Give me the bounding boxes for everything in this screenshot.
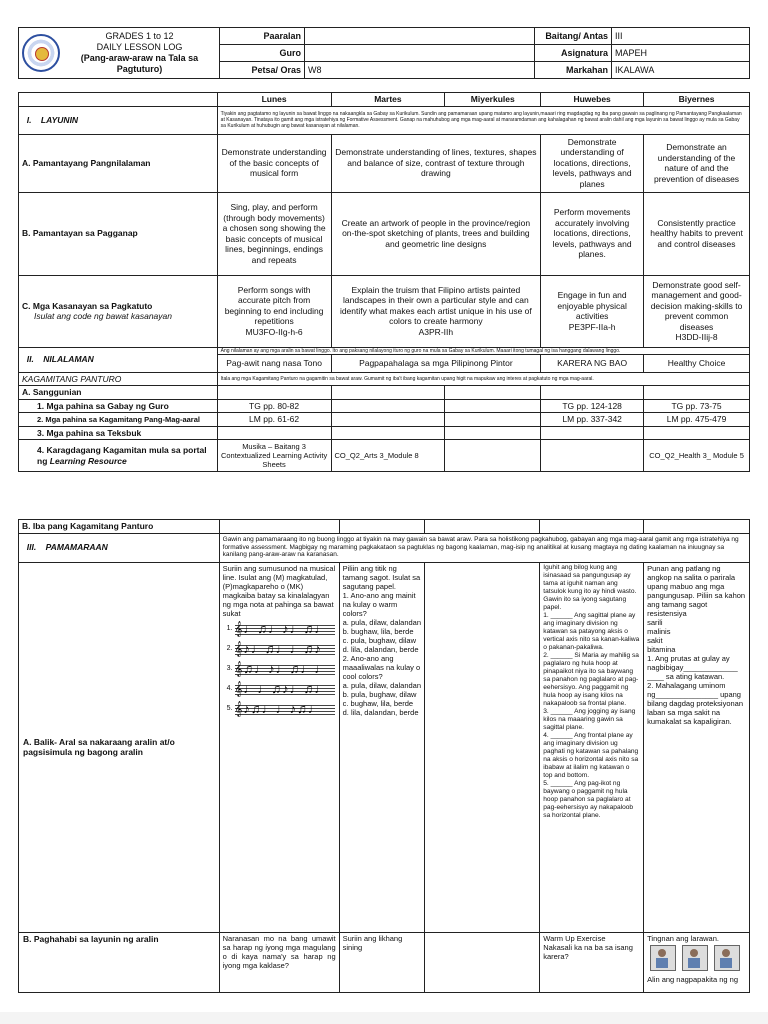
header-title-cell	[19, 28, 220, 79]
title-line-2: DAILY LESSON LOG	[96, 42, 183, 52]
karagdagan-miyerkules	[445, 440, 541, 472]
teksbuk-miyerkules	[445, 426, 541, 440]
row-c-huwebes-text: Engage in fun and enjoyable physical activities	[557, 290, 627, 321]
paaralan-label: Paaralan	[220, 28, 305, 45]
row-c-huwebes-code: PE3PF-IIa-h	[568, 321, 616, 332]
title-line-3: (Pang-araw-araw na Tala sa Pagtuturo)	[80, 53, 199, 74]
asignatura-label: Asignatura	[535, 45, 612, 62]
staff-lines-icon: 𝄞♩♫♩♪♩♫♩	[235, 623, 335, 635]
kagamitan-note: Itala ang mga Kagamitang Panturo na gagamitin sa bawat araw. Gumamit ng iba't ibang kagamitan upang higit na mapukaw ang interes at pagkatuto ng mga mag-aaral.	[217, 372, 749, 386]
balikaral-martes: Piliin ang titik ng tamang sagot. Isulat sa sagutang papel. 1. Ano-ano ang mainit na kulay o warm colors? a. pula, dilaw, dalandan b. bughaw, lila, berde c. pula, bughaw, dilaw d. lila, dalandan, berde 2. Ano-ano ang maaaliwalas na kulay o cool colors? a. pula, dilaw, dalandan b. pula, bughaw, dilaw c. bughaw, lila, berde d. lila, dalandan, berde	[339, 562, 425, 932]
staff-num-2: 2.	[226, 645, 233, 652]
paghahabi-lunes: Naranasan mo na bang umawit sa harap ng iyong mga magulang o di kaya nama'y sa harap ng iyong mga kaklase?	[219, 932, 339, 992]
sanggunian-miyerkules	[445, 386, 541, 400]
balikaral-lunes	[219, 562, 339, 932]
row-c-martes-text: Explain the truism that Filipino artists painted landscapes in their own a particular style and can identify what makes each artist unique in his use of colors to create harmony	[339, 284, 532, 327]
teksbuk-martes	[331, 426, 445, 440]
sanggunian-biyernes	[644, 386, 750, 400]
nilalaman-label	[19, 347, 218, 372]
musical-lines	[223, 621, 336, 717]
nilalaman-title: NILALAMAN	[43, 354, 94, 365]
row-b-huwebes: Perform movements accurately involving locations, directions, levels, pathways and planes.	[541, 192, 644, 275]
header-table	[18, 27, 750, 79]
asignatura-field[interactable]: MAPEH	[612, 45, 750, 62]
baitang-field[interactable]: III	[612, 28, 750, 45]
sanggunian-huwebes	[541, 386, 644, 400]
row-c-martes-code: A3PR-IIh	[418, 326, 454, 337]
day-header-lunes: Lunes	[217, 93, 331, 107]
petsa-label: Petsa/ Oras	[220, 62, 305, 79]
sanggunian-martes	[331, 386, 445, 400]
tg-pages-miyerkules	[445, 399, 541, 413]
staff-num-5: 5.	[226, 705, 233, 712]
day-header-biyernes: Biyernes	[644, 93, 750, 107]
tg-pages-martes	[331, 399, 445, 413]
nilalaman-huwebes: KARERA NG BAO	[541, 354, 644, 372]
staff-lines-icon: 𝄞♪♫♩♩♪♫♩	[235, 703, 335, 715]
day-header-huwebes: Huwebes	[541, 93, 644, 107]
picture-3-icon	[714, 945, 740, 971]
paghahabi-miyerkules	[425, 932, 540, 992]
paghahabi-martes: Suriin ang likhang sining	[339, 932, 425, 992]
paghahabi-huwebes: Warm Up Exercise Nakasali ka na ba sa isang karera?	[540, 932, 644, 992]
picture-1-icon	[650, 945, 676, 971]
musical-line-3	[227, 661, 336, 677]
row-b-lunes: Sing, play, and perform (through body movements) a chosen song showing the basic concepts of musical lines, beginnings, endings and repeats	[217, 192, 331, 275]
ibapang-huwebes	[540, 520, 644, 534]
pamamaraan-note: Gawin ang pamamaraang ito ng buong linggo at tiyakin na may gawain sa bawat araw. Para sa holistikong pagkahubog, gabayan ang mga mag-aaral gamit ang mga istratehiya ng formative assessment. Magbigay ng maraming pagkakataon sa pagtuklas ng bagong kaalaman, mag-isip ng analitikal at kusang magtaya ng dating kaalaman na iniuugnay sa kanilang pang-araw-araw na karanasan.	[219, 533, 749, 562]
lm-pages-martes	[331, 413, 445, 427]
row-b-biyernes: Consistently practice healthy habits to prevent and control diseases	[644, 192, 750, 275]
ibapang-biyernes	[644, 520, 750, 534]
row-c-huwebes	[541, 275, 644, 347]
staff-lines-icon: 𝄞♩♩♫♪♩♫♩	[235, 683, 335, 695]
row-a-martes: Demonstrate understanding of lines, textures, shapes and balance of size, contrast of texture through drawing	[331, 134, 541, 192]
pamamaraan-title: PAMAMARAAN	[45, 542, 108, 553]
markahan-field[interactable]: IKALAWA	[612, 62, 750, 79]
row-b-label: B. Pamantayan sa Pagganap	[19, 192, 218, 275]
row-c-lunes-text: Perform songs with accurate pitch from beginning to end including repetitions	[224, 284, 324, 327]
row-b-martes: Create an artwork of people in the province/region on-the-spot sketching of plants, trees and building and geometric line designs	[331, 192, 541, 275]
procedure-table	[18, 519, 750, 993]
lm-pages-miyerkules	[445, 413, 541, 427]
guro-label: Guro	[220, 45, 305, 62]
sanggunian-label: A. Sanggunian	[19, 386, 218, 400]
layunin-title: LAYUNIN	[40, 114, 79, 125]
musical-line-1	[227, 621, 336, 637]
layunin-note: Tiyakin ang pagtatamo ng layunin sa bawat linggo na nakaangkla sa Gabay sa Kurikulum. Sundin ang pamamaraan upang matamo ang layunin,maaari ring magdagdag ng iba pang gawain sa paglinang ng Pamantayang Pangkaalaman at Kasanayan. Tinataya ito gamit ang mga istratehiya ng Formative Assessment. Ganap na mahuhubog ang mga mag-aaral at mararamdaman ang kahalagahan ng bawat aralin dahil ang mga layunin sa bawat linggo ay mula sa Gabay sa Kurikulum at huhubugin ang bawat kasanayan at nilalaman.	[217, 106, 749, 134]
balikaral-miyerkules	[425, 562, 540, 932]
paghahabi-biyernes	[644, 932, 750, 992]
karagdagan-lunes: Musika – Baitang 3 Contextualized Learning Activity Sheets	[217, 440, 331, 472]
karagdagan-label-text: 4. Karagdagang Kagamitan mula sa portal ng	[37, 445, 207, 466]
layunin-label	[19, 106, 218, 134]
balikaral-lunes-text: Suriin ang sumusunod na musical line. Isulat ang (M) magkatulad, (P)magkapareho o (MK) magkaiba batay sa kinalalagyan ng mga nota at pahinga sa bawat sukat	[222, 563, 336, 618]
row-a-lunes: Demonstrate understanding of the basic concepts of musical form	[217, 134, 331, 192]
row-a-huwebes: Demonstrate understanding of locations, directions, levels, pathways and planes	[541, 134, 644, 192]
ibapang-miyerkules	[425, 520, 540, 534]
corner-cell	[19, 93, 218, 107]
row-c-martes	[331, 275, 541, 347]
lm-pages-label: 2. Mga pahina sa Kagamitang Pang-Mag-aaral	[19, 413, 218, 427]
day-header-martes: Martes	[331, 93, 445, 107]
tg-pages-biyernes: TG pp. 73-75	[644, 399, 750, 413]
objectives-table	[18, 92, 750, 472]
markahan-label: Markahan	[535, 62, 612, 79]
lm-pages-biyernes: LM pp. 475-479	[644, 413, 750, 427]
nilalaman-note: Ang nilalaman ay ang mga aralin sa bawat linggo. Ito ang paksang nilalayong ituro ng guro na mula sa Gabay sa Kurikulum. Maaari itong tumagal ng isa hanggang dalawang linggo.	[217, 347, 749, 354]
row-c-sublabel: Isulat ang code ng bawat kasanayan	[34, 311, 172, 321]
baitang-label: Baitang/ Antas	[535, 28, 612, 45]
health-pictures	[647, 943, 746, 975]
karagdagan-label-italic: Learning Resource	[49, 455, 127, 466]
pamamaraan-label	[19, 533, 220, 562]
teksbuk-huwebes	[541, 426, 644, 440]
row-c-biyernes	[644, 275, 750, 347]
paghahabi-biyernes-bottom: Alin ang nagpapakita ng ng	[647, 974, 739, 984]
row-a-label: A. Pamantayang Pangnilalaman	[19, 134, 218, 192]
staff-lines-icon: 𝄞♪♩♫♩♩♫♪	[235, 643, 335, 655]
row-c-biyernes-text: Demonstrate good self-management and good-decision making-skills to prevent common diseases	[650, 279, 743, 332]
tg-pages-lunes: TG pp. 80-82	[217, 399, 331, 413]
day-header-miyerkules: Miyerkules	[445, 93, 541, 107]
nilalaman-num: II.	[26, 354, 34, 365]
guro-field[interactable]	[305, 45, 535, 62]
ibapang-lunes	[219, 520, 339, 534]
pamamaraan-num: III.	[26, 542, 37, 553]
paaralan-field[interactable]	[305, 28, 535, 45]
balikaral-label: A. Balik- Aral sa nakaraang aralin at/o pagsisimula ng bagong aralin	[19, 562, 220, 932]
nilalaman-lunes: Pag-awit nang nasa Tono	[217, 354, 331, 372]
staff-num-4: 4.	[226, 685, 233, 692]
kagamitan-label: KAGAMITANG PANTURO	[19, 372, 218, 386]
row-c-label: C. Mga Kasanayan sa Pagkatuto	[22, 300, 153, 311]
karagdagan-biyernes: CO_Q2_Health 3_ Module 5	[644, 440, 750, 472]
picture-2-icon	[682, 945, 708, 971]
ibapang-label: B. Iba pang Kagamitang Panturo	[19, 520, 220, 534]
lm-pages-lunes: LM pp. 61-62	[217, 413, 331, 427]
petsa-field[interactable]: W8	[305, 62, 535, 79]
musical-line-2	[227, 641, 336, 657]
musical-line-4	[227, 681, 336, 697]
teksbuk-lunes	[217, 426, 331, 440]
row-a-biyernes: Demonstrate an understanding of the nature of and the prevention of diseases	[644, 134, 750, 192]
footer-strip	[0, 1012, 768, 1024]
row-c-biyernes-code: H3DD-IIij-8	[675, 332, 718, 342]
row-c-label-cell	[19, 275, 218, 347]
row-c-lunes-code: MU3FO-IIg-h-6	[245, 326, 303, 337]
staff-lines-icon: 𝄞♫♩♪♩♫♩♩	[235, 663, 335, 675]
row-c-lunes	[217, 275, 331, 347]
tg-pages-label: 1. Mga pahina sa Gabay ng Guro	[19, 399, 218, 413]
deped-seal-icon	[22, 34, 60, 72]
paghahabi-label: B. Paghahabi sa layunin ng aralin	[19, 932, 220, 992]
balikaral-huwebes: Iguhit ang bilog kung ang isinasaad sa pangungusap ay tama at iguhit naman ang tatsulok kung ito ay hindi wasto. Gawin ito sa iyong sagutang papel. 1. ______ Ang sagittal plane ay ang imaginary division ng katawan sa patayong aksis o vertical axis nito sa kanan-kaliwa o pakanan-pakaliwa. 2. ______ Si Maria ay mahilig sa paglalaro ng hula hoop at pinapaikot niya ito sa baywang sa panahon ng paglalaro at pag-eehersisyo. Ang paggamit ng hula hoop ay isang kilos na nakapaloob sa frontal plane. 3. ______ Ang jogging ay isang kilos na maaaring gawin sa sagittal plane. 4. ______ Ang frontal plane ay ang imaginary division ug paghati ng katawan sa pahalang na aksis o horizontal axis nito sa ibabaw at ilalim ng katawan o top and bottom. 5. ______ Ang pag-ikot ng baywang o paggamit ng hula hoop panahon sa paglalaro at pag-eehersisyo ay nakapaloob sa horizontal plane.	[540, 562, 644, 932]
nilalaman-martes: Pagpapahalaga sa mga Pilipinong Pintor	[331, 354, 541, 372]
staff-num-1: 1.	[226, 625, 233, 632]
teksbuk-biyernes	[644, 426, 750, 440]
title-line-1: GRADES 1 to 12	[105, 31, 174, 41]
lm-pages-huwebes: LM pp. 337-342	[541, 413, 644, 427]
tg-pages-huwebes: TG pp. 124-128	[541, 399, 644, 413]
nilalaman-biyernes: Healthy Choice	[644, 354, 750, 372]
karagdagan-label	[19, 440, 218, 472]
musical-line-5	[227, 701, 336, 717]
paghahabi-biyernes-top: Tingnan ang larawan.	[647, 933, 719, 943]
layunin-num: I.	[26, 114, 32, 125]
karagdagan-martes: CO_Q2_Arts 3_Module 8	[331, 440, 445, 472]
teksbuk-label: 3. Mga pahina sa Teksbuk	[19, 426, 218, 440]
ibapang-martes	[339, 520, 425, 534]
balikaral-biyernes: Punan ang patlang ng angkop na salita o parirala upang mabuo ang mga pangungusap. Piliin sa kahon ang tamang sagot resistensiya sarili malinis sakit bitamina 1. Ang prutas at gulay ay nagbibigay_____________ ____ sa ating katawan. 2. Mahalagang uminom ng_______________ upang bilang dagdag proteksiyonan laban sa mga sakit na kumakalat sa kapaligiran.	[644, 562, 750, 932]
staff-num-3: 3.	[226, 665, 233, 672]
karagdagan-huwebes	[541, 440, 644, 472]
sanggunian-lunes	[217, 386, 331, 400]
